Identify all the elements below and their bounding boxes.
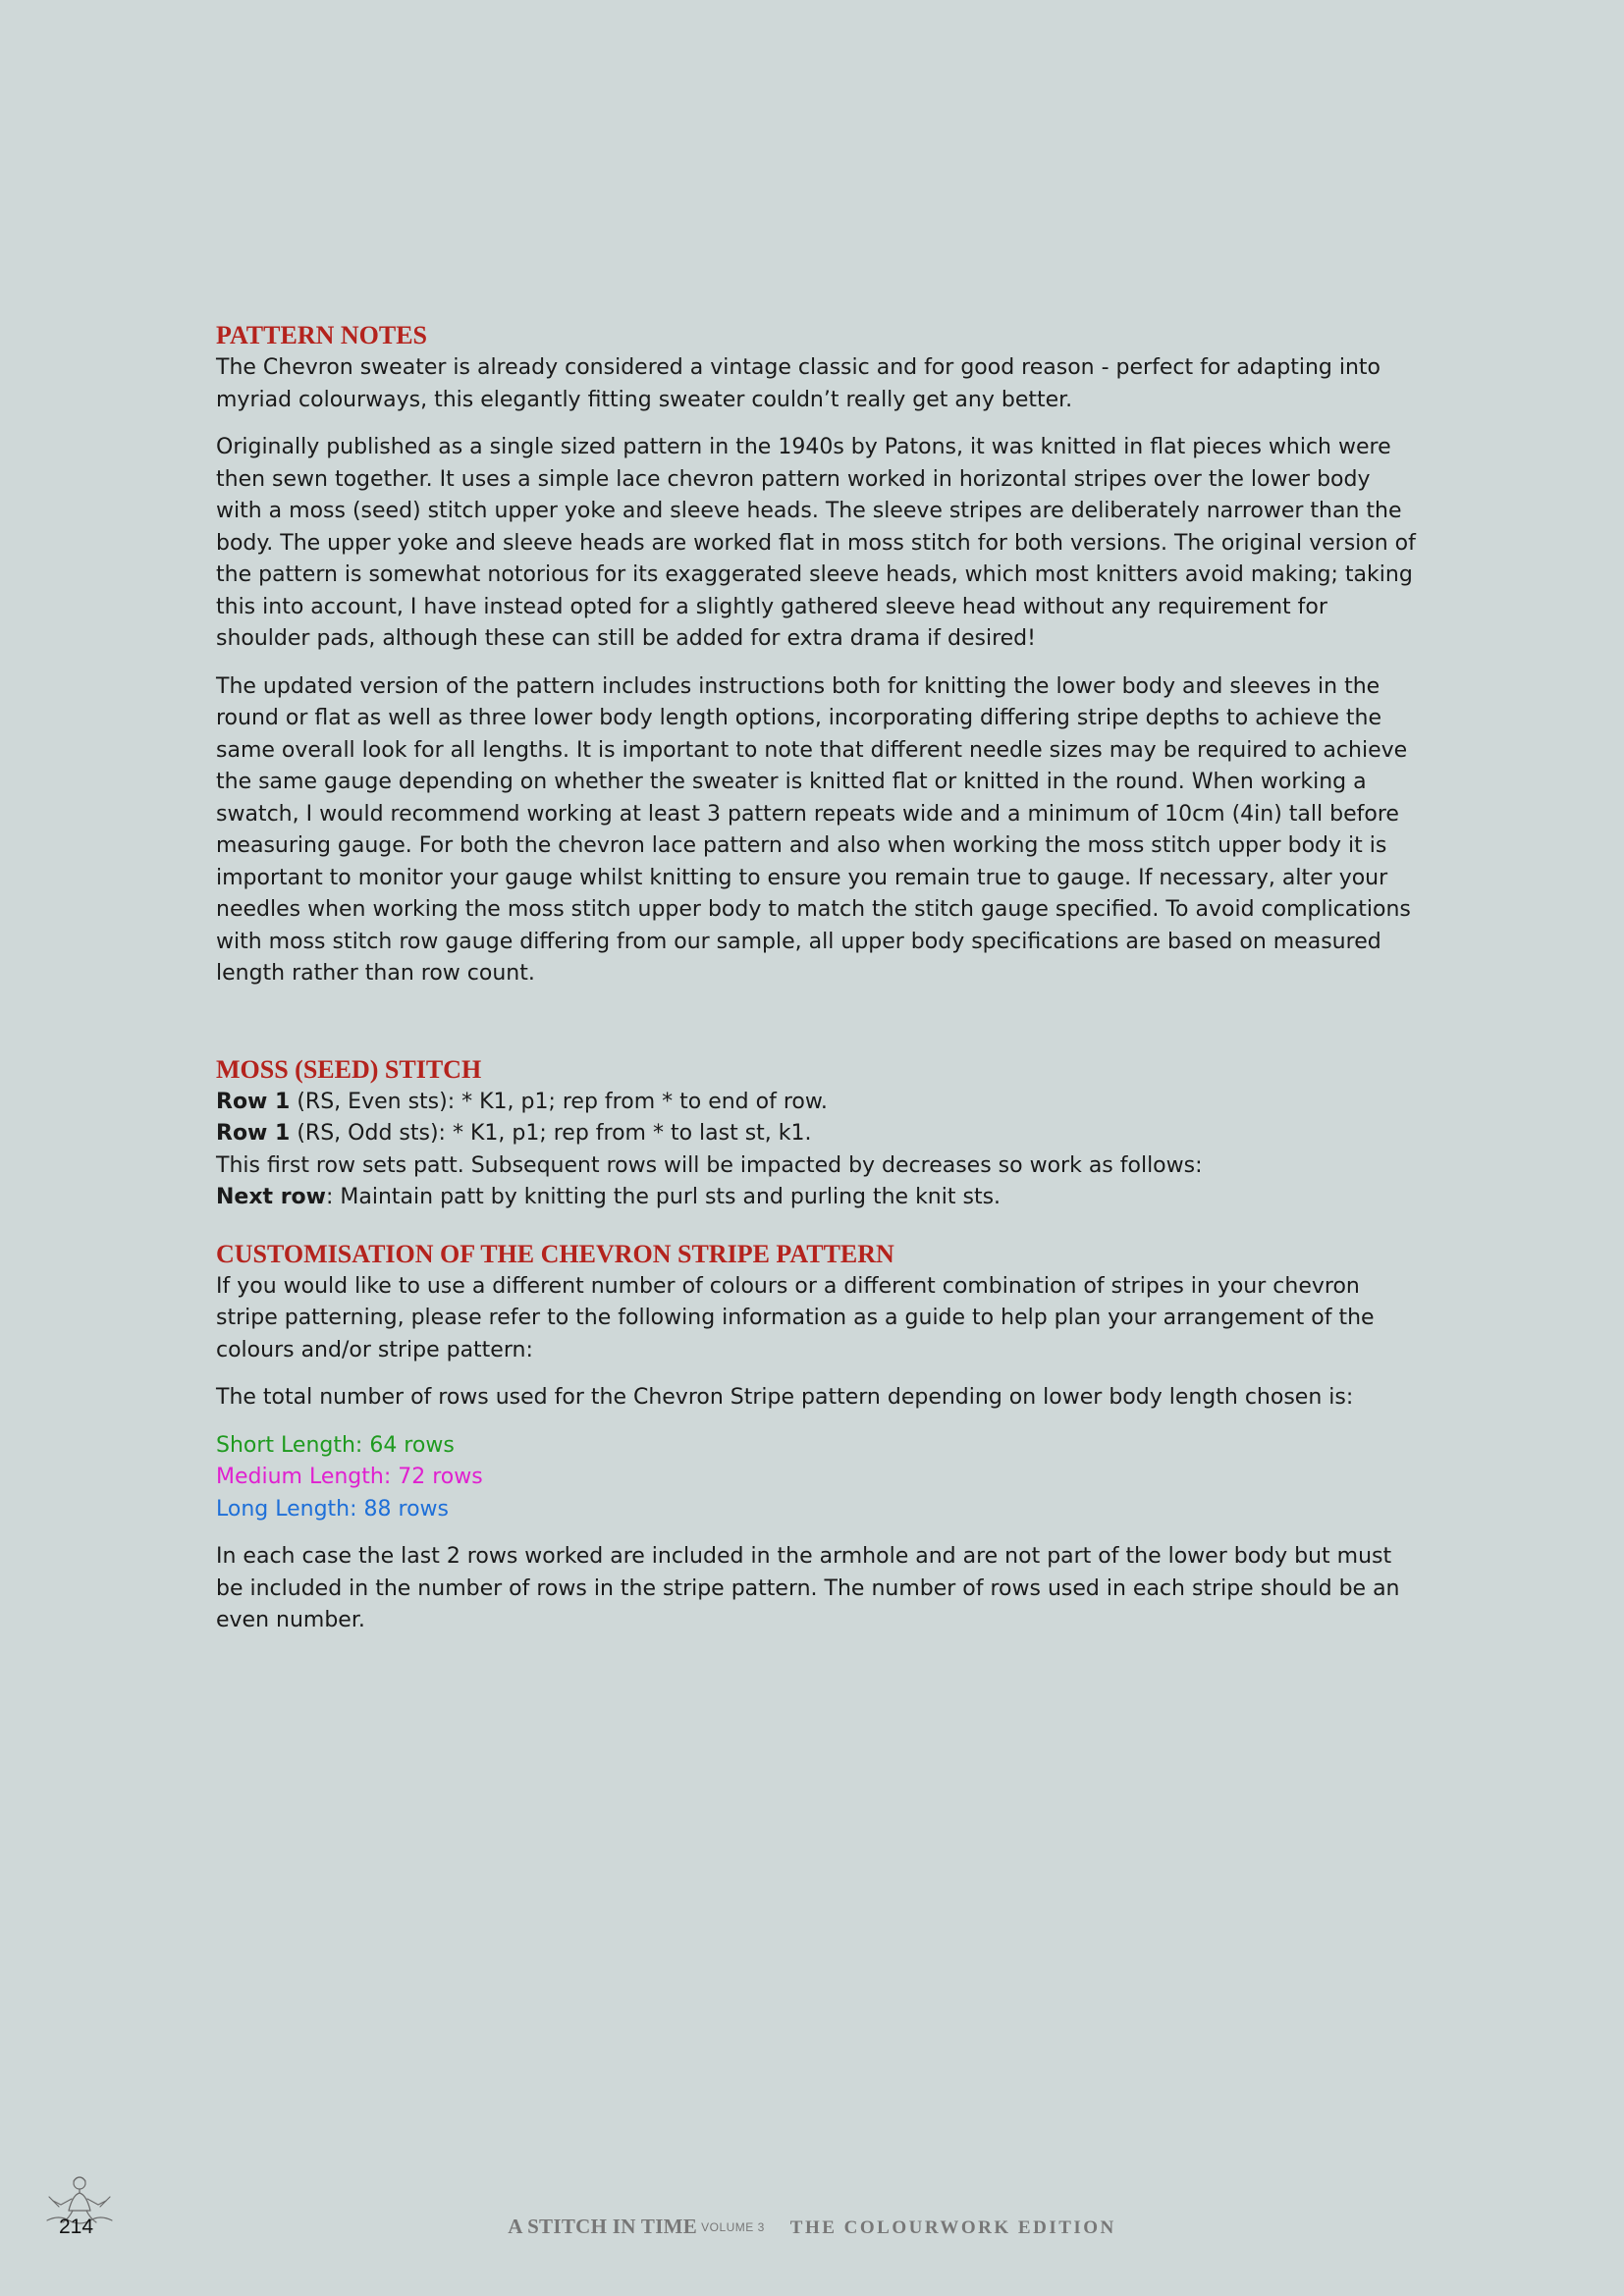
moss-stitch-heading: MOSS (SEED) STITCH <box>216 1054 482 1084</box>
page-number: 214 <box>59 2216 94 2238</box>
medium-length: Medium Length: 72 rows <box>216 1465 483 1489</box>
long-length: Long Length: 88 rows <box>216 1496 449 1522</box>
row-label: Next row <box>216 1185 326 1209</box>
customisation-paragraph-3: In each case the last 2 rows worked are included in the armhole and are not part of the lower body but must be included in the number of rows in the stripe pattern. The number of rows used in each stripe should be an even number. <box>216 1544 1400 1632</box>
moss-next-row <box>216 1182 1419 1214</box>
row-instruction: : Maintain patt by knitting the purl sts and purling the knit sts. <box>326 1185 1001 1209</box>
customisation-paragraph-1: If you would like to use a different number of colours or a different combination of stripes in your chevron stripe patterning, please refer to the following information as a guide to help plan your arrangement of the colours and/or stripe pattern: <box>216 1273 1375 1362</box>
row-instruction: (RS, Even sts): * K1, p1; rep from * to end of row. <box>290 1089 828 1114</box>
pattern-notes-paragraph-2: Originally published as a single sized pattern in the 1940s by Patons, it was knitted in flat pieces which were then sewn together. It uses a simple lace chevron pattern worked in horizontal stripes over the lower body with a moss (seed) stitch upper yoke and sleeve heads. The sleeve stripes are deliberately narrower than the body. The upper yoke and sleeve heads are worked flat in moss stitch for both versions. The original version of the pattern is somewhat notorious for its exaggerated sleeve heads, which most knitters avoid making; taking this into account, I have instead opted for a slightly gathered sleeve head without any requirement for shoulder pads, although these can still be added for extra drama if desired! <box>216 435 1416 651</box>
volume-label: VOLUME 3 <box>701 2220 765 2234</box>
moss-row-1-odd <box>216 1118 1419 1150</box>
book-title: A STITCH IN TIME <box>508 2215 698 2238</box>
moss-row-1-even <box>216 1087 1419 1119</box>
customisation-paragraph-2: The total number of rows used for the Chevron Stripe pattern depending on lower body length chosen is: <box>216 1385 1354 1410</box>
edition-label: THE COLOURWORK EDITION <box>789 2217 1116 2238</box>
row-instruction: (RS, Odd sts): * K1, p1; rep from * to last st, k1. <box>290 1121 812 1146</box>
pattern-notes-paragraph-3: The updated version of the pattern includes instructions both for knitting the lower body and sleeves in the round or flat as well as three lower body length options, incorporating differing stripe depths to achieve the same overall look for all lengths. It is important to note that different needle sizes may be required to achieve the same gauge depending on whether the sweater is knitted flat or knitted in the round. When working a swatch, I would recommend working at least 3 pattern repeats wide and a minimum of 10cm (4in) tall before measuring gauge. For both the chevron lace pattern and also when working the moss stitch upper body it is important to monitor your gauge whilst knitting to ensure you remain true to gauge. If necessary, alter your needles when working the moss stitch upper body to match the stitch gauge specified. To avoid complications with moss stitch row gauge differing from our sample, all upper body specifications are based on measured length rather than row count. <box>216 673 1411 986</box>
pattern-notes-paragraph-1: The Chevron sweater is already considered a vintage classic and for good reason - perfect for adapting into myriad colourways, this elegantly fitting sweater couldn’t really get any better. <box>216 355 1381 412</box>
moss-note: This first row sets patt. Subsequent rows will be impacted by decreases so work as follows: <box>216 1152 1203 1178</box>
row-label: Row 1 <box>216 1121 291 1146</box>
pattern-notes-heading: PATTERN NOTES <box>216 321 428 349</box>
main-content <box>216 319 1419 1637</box>
customisation-heading: CUSTOMISATION OF THE CHEVRON STRIPE PATTERN <box>216 1239 894 1268</box>
footer-title <box>0 2215 1624 2239</box>
short-length: Short Length: 64 rows <box>216 1432 455 1458</box>
row-label: Row 1 <box>216 1089 291 1114</box>
